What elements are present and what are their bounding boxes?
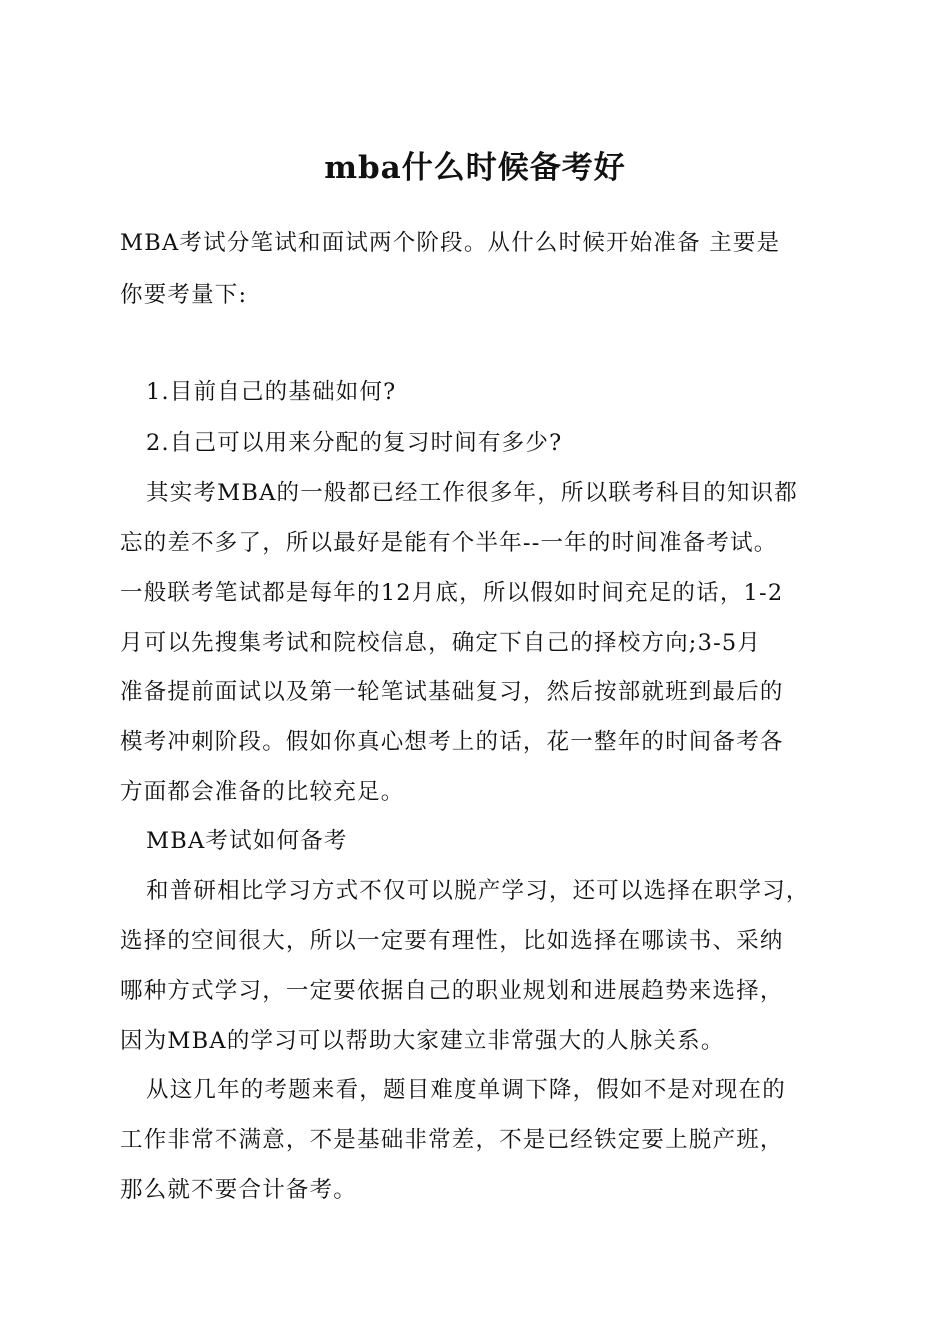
list-item: 2.自己可以用来分配的复习时间有多少? bbox=[146, 430, 563, 456]
paragraph-line: 哪种方式学习，一定要依据自己的职业规划和进展趋势来选择， bbox=[120, 978, 784, 1004]
paragraph-line: MBA考试分笔试和面试两个阶段。从什么时候开始准备 主要是 bbox=[120, 230, 781, 256]
paragraph-line: 月可以先搜集考试和院校信息，确定下自己的择校方向;3-5月 bbox=[120, 630, 762, 656]
paragraph-line: 从这几年的考题来看，题目难度单调下降，假如不是对现在的 bbox=[146, 1077, 786, 1103]
paragraph-line: 工作非常不满意，不是基础非常差，不是已经铁定要上脱产班， bbox=[120, 1127, 784, 1153]
paragraph-line: 一般联考笔试都是每年的12月底，所以假如时间充足的话，1-2 bbox=[120, 580, 784, 606]
paragraph-line: 和普研相比学习方式不仅可以脱产学习，还可以选择在职学习， bbox=[146, 878, 810, 904]
paragraph-line: 其实考MBA的一般都已经工作很多年，所以联考科目的知识都 bbox=[146, 480, 798, 506]
section-heading: MBA考试如何备考 bbox=[146, 828, 348, 854]
paragraph-line: 因为MBA的学习可以帮助大家建立非常强大的人脉关系。 bbox=[120, 1028, 725, 1054]
paragraph-line: 那么就不要合计备考。 bbox=[120, 1177, 358, 1203]
paragraph-line: 选择的空间很大，所以一定要有理性，比如选择在哪读书、采纳 bbox=[120, 928, 784, 954]
list-item: 1.目前自己的基础如何? bbox=[146, 379, 397, 405]
paragraph-line: 你要考量下: bbox=[120, 282, 248, 308]
paragraph-line: 模考冲刺阶段。假如你真心想考上的话，花一整年的时间备考各 bbox=[120, 729, 784, 755]
paragraph-line: 方面都会准备的比较充足。 bbox=[120, 779, 405, 805]
document-title: mba什么时候备考好 bbox=[324, 150, 626, 186]
paragraph-line: 准备提前面试以及第一轮笔试基础复习，然后按部就班到最后的 bbox=[120, 679, 784, 705]
paragraph-line: 忘的差不多了，所以最好是能有个半年--一年的时间准备考试。 bbox=[120, 530, 778, 556]
